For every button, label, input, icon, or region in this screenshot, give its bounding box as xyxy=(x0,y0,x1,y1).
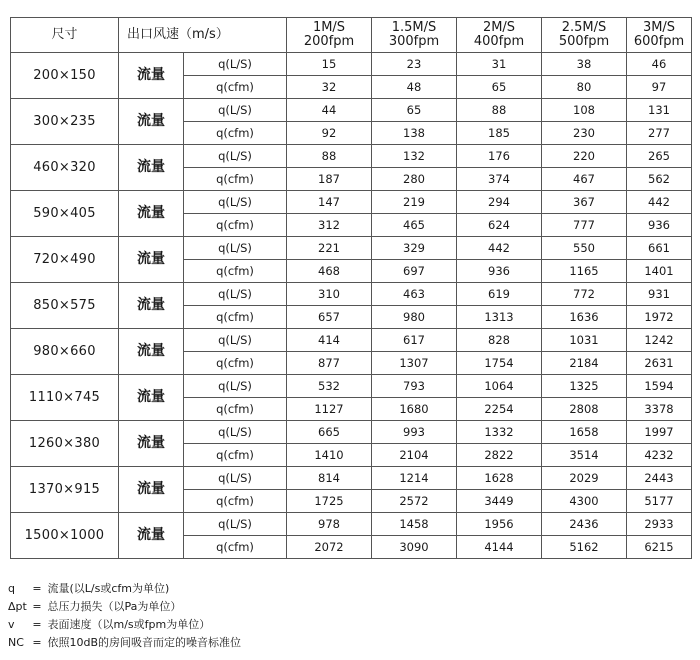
flow-value-cfm: 187 xyxy=(287,168,372,191)
speed-header: 2M/S 400fpm xyxy=(457,18,542,53)
flow-value-cfm: 2631 xyxy=(627,352,692,375)
flow-value-cfm: 4300 xyxy=(542,490,627,513)
unit-label-ls: q(L/S) xyxy=(184,375,287,398)
size-cell: 300×235 xyxy=(11,99,119,145)
speed-header: 1M/S 200fpm xyxy=(287,18,372,53)
flow-label: 流量 xyxy=(119,421,184,467)
flow-value-ls: 1332 xyxy=(457,421,542,444)
flow-value-ls: 993 xyxy=(372,421,457,444)
flow-value-ls: 814 xyxy=(287,467,372,490)
flow-value-cfm: 1410 xyxy=(287,444,372,467)
flow-value-cfm: 467 xyxy=(542,168,627,191)
unit-label-cfm: q(cfm) xyxy=(184,168,287,191)
flow-value-ls: 772 xyxy=(542,283,627,306)
flow-value-ls: 265 xyxy=(627,145,692,168)
unit-label-ls: q(L/S) xyxy=(184,283,287,306)
unit-label-cfm: q(cfm) xyxy=(184,76,287,99)
flow-value-cfm: 3514 xyxy=(542,444,627,467)
flow-value-cfm: 65 xyxy=(457,76,542,99)
table-row-ls xyxy=(11,467,692,490)
unit-label-ls: q(L/S) xyxy=(184,99,287,122)
unit-label-ls: q(L/S) xyxy=(184,145,287,168)
flow-label: 流量 xyxy=(119,467,184,513)
flow-value-cfm: 936 xyxy=(457,260,542,283)
flow-value-cfm: 280 xyxy=(372,168,457,191)
flow-value-ls: 65 xyxy=(372,99,457,122)
note-row: v = 表面速度（以m/s或fpm为单位） xyxy=(8,618,211,631)
table-row-ls xyxy=(11,375,692,398)
flow-value-ls: 46 xyxy=(627,53,692,76)
flow-value-cfm: 92 xyxy=(287,122,372,145)
table-row-ls xyxy=(11,191,692,214)
flow-value-ls: 132 xyxy=(372,145,457,168)
flow-value-ls: 532 xyxy=(287,375,372,398)
flow-value-cfm: 2808 xyxy=(542,398,627,421)
table-row-ls xyxy=(11,513,692,536)
flow-value-cfm: 1313 xyxy=(457,306,542,329)
flow-value-cfm: 230 xyxy=(542,122,627,145)
flow-value-cfm: 6215 xyxy=(627,536,692,559)
flow-value-ls: 108 xyxy=(542,99,627,122)
speed-header: 2.5M/S 500fpm xyxy=(542,18,627,53)
flow-value-cfm: 4232 xyxy=(627,444,692,467)
flow-label: 流量 xyxy=(119,283,184,329)
flow-value-cfm: 48 xyxy=(372,76,457,99)
table-row-ls xyxy=(11,145,692,168)
table-row-ls xyxy=(11,283,692,306)
unit-label-cfm: q(cfm) xyxy=(184,444,287,467)
flow-value-cfm: 1754 xyxy=(457,352,542,375)
flow-value-ls: 617 xyxy=(372,329,457,352)
unit-label-ls: q(L/S) xyxy=(184,467,287,490)
flow-value-cfm: 980 xyxy=(372,306,457,329)
flow-value-ls: 1214 xyxy=(372,467,457,490)
unit-label-ls: q(L/S) xyxy=(184,513,287,536)
flow-value-cfm: 624 xyxy=(457,214,542,237)
note-row: NC = 依照10dB的房间吸音而定的噪音标准位 xyxy=(8,636,242,649)
flow-value-cfm: 1401 xyxy=(627,260,692,283)
unit-label-ls: q(L/S) xyxy=(184,329,287,352)
unit-label-ls: q(L/S) xyxy=(184,421,287,444)
flow-value-cfm: 2072 xyxy=(287,536,372,559)
size-header: 尺寸 xyxy=(11,18,119,53)
flow-value-cfm: 3378 xyxy=(627,398,692,421)
flow-value-ls: 2029 xyxy=(542,467,627,490)
table-header-row xyxy=(11,18,692,53)
flow-value-cfm: 1307 xyxy=(372,352,457,375)
flow-value-ls: 978 xyxy=(287,513,372,536)
flow-value-ls: 442 xyxy=(457,237,542,260)
unit-label-cfm: q(cfm) xyxy=(184,398,287,421)
flow-value-ls: 329 xyxy=(372,237,457,260)
flow-value-ls: 88 xyxy=(457,99,542,122)
flow-value-ls: 2443 xyxy=(627,467,692,490)
flow-value-ls: 414 xyxy=(287,329,372,352)
flow-value-cfm: 2572 xyxy=(372,490,457,513)
flow-value-ls: 793 xyxy=(372,375,457,398)
flow-value-ls: 1458 xyxy=(372,513,457,536)
size-cell: 1370×915 xyxy=(11,467,119,513)
legend-notes xyxy=(8,580,241,652)
flow-value-ls: 619 xyxy=(457,283,542,306)
flow-value-ls: 442 xyxy=(627,191,692,214)
size-cell: 200×150 xyxy=(11,53,119,99)
flow-value-cfm: 374 xyxy=(457,168,542,191)
flow-value-ls: 23 xyxy=(372,53,457,76)
flow-label: 流量 xyxy=(119,329,184,375)
flow-value-ls: 1325 xyxy=(542,375,627,398)
table-body xyxy=(11,53,692,559)
flow-value-cfm: 936 xyxy=(627,214,692,237)
flow-label: 流量 xyxy=(119,375,184,421)
unit-label-cfm: q(cfm) xyxy=(184,306,287,329)
flow-value-cfm: 777 xyxy=(542,214,627,237)
flow-value-cfm: 138 xyxy=(372,122,457,145)
size-cell: 720×490 xyxy=(11,237,119,283)
flow-value-ls: 131 xyxy=(627,99,692,122)
flow-value-cfm: 97 xyxy=(627,76,692,99)
flow-value-cfm: 1165 xyxy=(542,260,627,283)
flow-value-ls: 1997 xyxy=(627,421,692,444)
flow-value-ls: 219 xyxy=(372,191,457,214)
flow-value-ls: 1956 xyxy=(457,513,542,536)
unit-label-ls: q(L/S) xyxy=(184,237,287,260)
unit-label-cfm: q(cfm) xyxy=(184,352,287,375)
unit-label-ls: q(L/S) xyxy=(184,53,287,76)
size-cell: 1500×1000 xyxy=(11,513,119,559)
speed-header: 3M/S 600fpm xyxy=(627,18,692,53)
flow-value-cfm: 1636 xyxy=(542,306,627,329)
flow-value-ls: 2933 xyxy=(627,513,692,536)
flow-value-ls: 220 xyxy=(542,145,627,168)
flow-value-cfm: 5177 xyxy=(627,490,692,513)
size-cell: 850×575 xyxy=(11,283,119,329)
flow-value-ls: 310 xyxy=(287,283,372,306)
flow-value-cfm: 2254 xyxy=(457,398,542,421)
flow-value-ls: 294 xyxy=(457,191,542,214)
table-row-ls xyxy=(11,237,692,260)
flow-value-ls: 44 xyxy=(287,99,372,122)
flow-value-ls: 147 xyxy=(287,191,372,214)
table-row-ls xyxy=(11,53,692,76)
flow-value-ls: 176 xyxy=(457,145,542,168)
airflow-spec-table xyxy=(10,17,692,559)
flow-label: 流量 xyxy=(119,191,184,237)
unit-label-cfm: q(cfm) xyxy=(184,490,287,513)
unit-label-cfm: q(cfm) xyxy=(184,214,287,237)
flow-value-ls: 31 xyxy=(457,53,542,76)
flow-value-cfm: 2104 xyxy=(372,444,457,467)
note-row: Δpt = 总压力损失（以Pa为单位） xyxy=(8,600,182,613)
flow-value-cfm: 80 xyxy=(542,76,627,99)
flow-label: 流量 xyxy=(119,513,184,559)
table-row-ls xyxy=(11,329,692,352)
unit-label-cfm: q(cfm) xyxy=(184,260,287,283)
flow-value-ls: 661 xyxy=(627,237,692,260)
table-row-ls xyxy=(11,421,692,444)
flow-value-cfm: 1127 xyxy=(287,398,372,421)
flow-value-ls: 1031 xyxy=(542,329,627,352)
flow-value-ls: 2436 xyxy=(542,513,627,536)
flow-value-cfm: 877 xyxy=(287,352,372,375)
flow-value-cfm: 277 xyxy=(627,122,692,145)
speed-header: 1.5M/S 300fpm xyxy=(372,18,457,53)
flow-value-cfm: 32 xyxy=(287,76,372,99)
flow-value-ls: 1064 xyxy=(457,375,542,398)
flow-value-ls: 367 xyxy=(542,191,627,214)
flow-value-cfm: 185 xyxy=(457,122,542,145)
unit-label-cfm: q(cfm) xyxy=(184,122,287,145)
flow-value-ls: 1628 xyxy=(457,467,542,490)
flow-value-ls: 1658 xyxy=(542,421,627,444)
flow-value-cfm: 468 xyxy=(287,260,372,283)
size-cell: 1260×380 xyxy=(11,421,119,467)
flow-label: 流量 xyxy=(119,237,184,283)
flow-value-ls: 931 xyxy=(627,283,692,306)
flow-value-ls: 1242 xyxy=(627,329,692,352)
flow-value-ls: 463 xyxy=(372,283,457,306)
flow-value-cfm: 5162 xyxy=(542,536,627,559)
unit-label-ls: q(L/S) xyxy=(184,191,287,214)
flow-value-ls: 665 xyxy=(287,421,372,444)
table-row-ls xyxy=(11,99,692,122)
flow-value-ls: 221 xyxy=(287,237,372,260)
flow-value-cfm: 465 xyxy=(372,214,457,237)
flow-value-cfm: 1680 xyxy=(372,398,457,421)
flow-label: 流量 xyxy=(119,145,184,191)
flow-label: 流量 xyxy=(119,53,184,99)
flow-value-cfm: 562 xyxy=(627,168,692,191)
flow-value-ls: 1594 xyxy=(627,375,692,398)
flow-value-cfm: 4144 xyxy=(457,536,542,559)
flow-value-cfm: 1972 xyxy=(627,306,692,329)
flow-value-ls: 38 xyxy=(542,53,627,76)
size-cell: 460×320 xyxy=(11,145,119,191)
flow-value-ls: 15 xyxy=(287,53,372,76)
flow-value-ls: 828 xyxy=(457,329,542,352)
flow-value-cfm: 657 xyxy=(287,306,372,329)
flow-value-cfm: 697 xyxy=(372,260,457,283)
size-cell: 590×405 xyxy=(11,191,119,237)
flow-value-ls: 550 xyxy=(542,237,627,260)
outlet-speed-header: 出口风速（m/s） xyxy=(119,18,287,53)
flow-value-cfm: 312 xyxy=(287,214,372,237)
flow-value-cfm: 3449 xyxy=(457,490,542,513)
note-row: q = 流量(以L/s或cfm为单位) xyxy=(8,582,170,595)
flow-value-cfm: 3090 xyxy=(372,536,457,559)
flow-value-cfm: 1725 xyxy=(287,490,372,513)
flow-value-ls: 88 xyxy=(287,145,372,168)
size-cell: 1110×745 xyxy=(11,375,119,421)
flow-value-cfm: 2822 xyxy=(457,444,542,467)
flow-value-cfm: 2184 xyxy=(542,352,627,375)
size-cell: 980×660 xyxy=(11,329,119,375)
unit-label-cfm: q(cfm) xyxy=(184,536,287,559)
flow-label: 流量 xyxy=(119,99,184,145)
